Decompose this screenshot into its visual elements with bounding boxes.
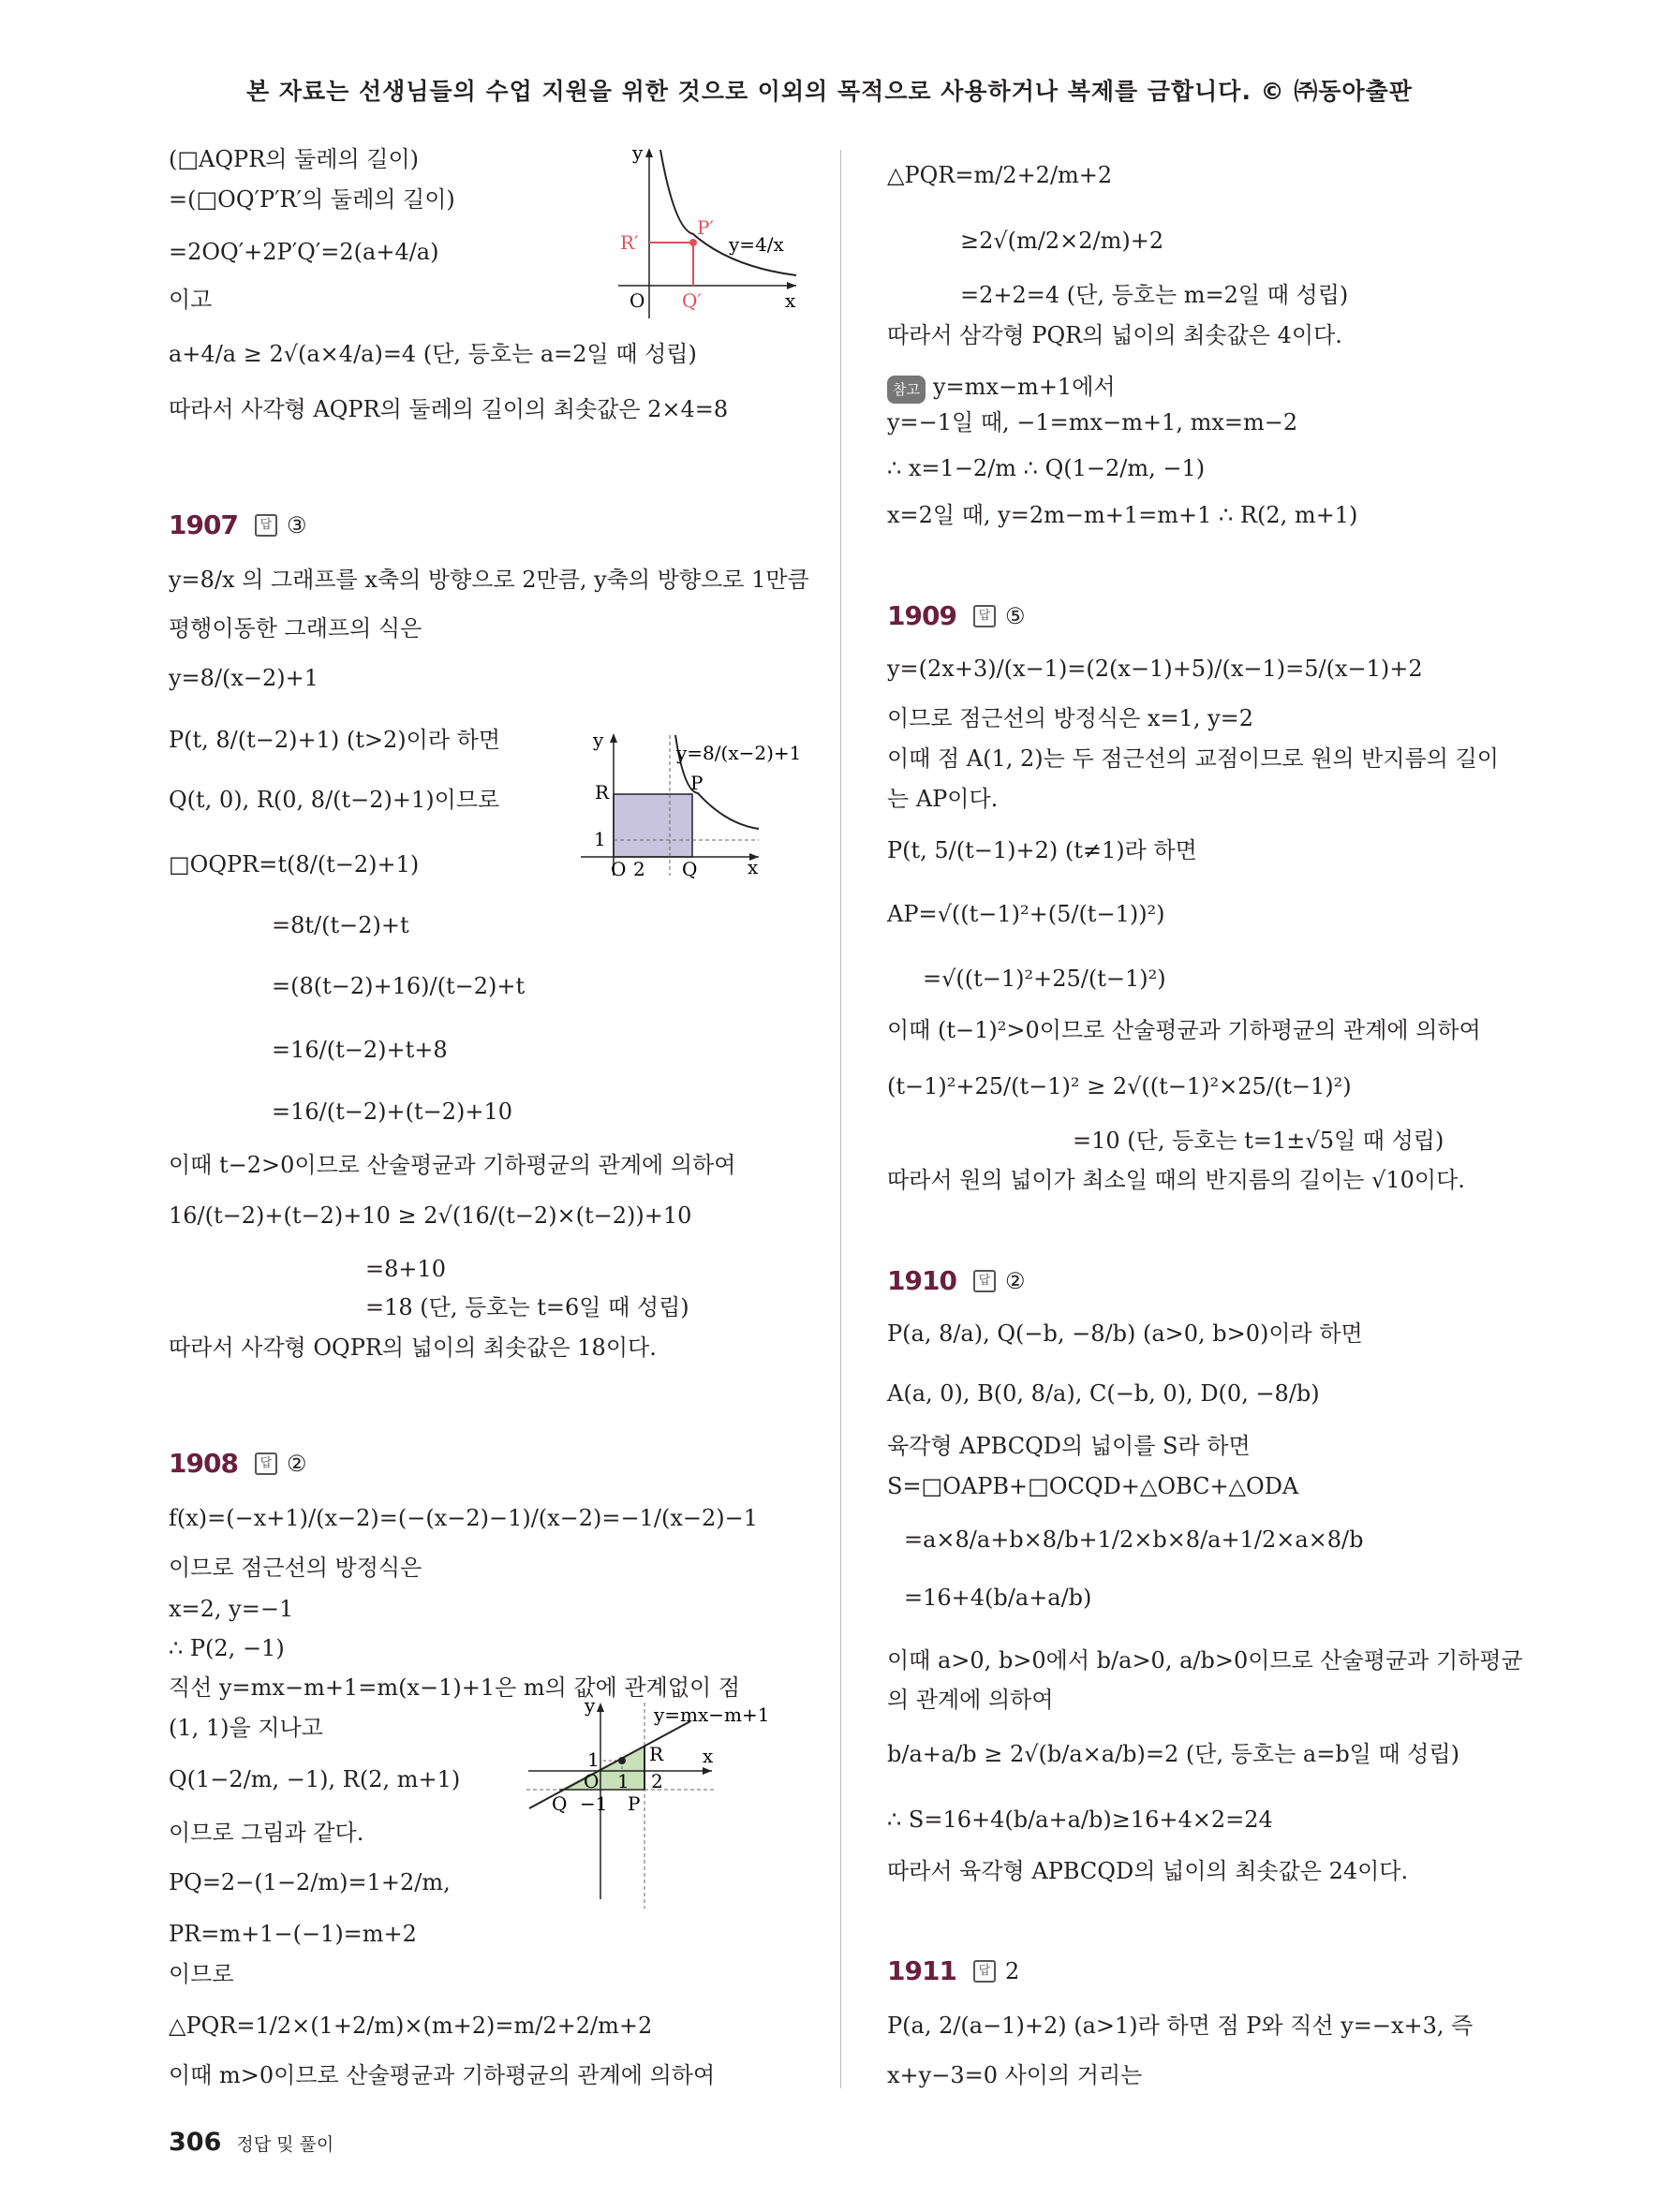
solution-line: 직선 y=mx−m+1=m(x−1)+1은 m의 값에 관계없이 점	[169, 1674, 741, 1701]
answer-icon: 답	[255, 1453, 277, 1475]
solution-line: =8+10	[365, 1256, 447, 1282]
solution-line: PQ=2−(1−2/m)=1+2/m,	[169, 1869, 451, 1895]
solution-line: =2OQ′+2P′Q′=2(a+4/a)	[169, 239, 439, 265]
solution-line: 이때 a>0, b>0에서 b/a>0, a/b>0이므로 산술평균과 기하평균	[887, 1647, 1523, 1674]
fig3-one-x: 1	[617, 1770, 630, 1792]
fig2-y-label: y	[593, 729, 604, 751]
solution-line: 따라서 육각형 APBCQD의 넓이의 최솟값은 24이다.	[887, 1858, 1409, 1884]
solution-line: △PQR=m/2+2/m+2	[887, 162, 1113, 188]
solution-line: y=−1일 때, −1=mx−m+1, mx=m−2	[887, 409, 1298, 435]
section-title: 정답 및 풀이	[236, 2134, 334, 2155]
solution-line: =16/(t−2)+t+8	[272, 1037, 448, 1063]
fig1-q-label: Q′	[682, 289, 702, 312]
solution-line: AP=√((t−1)²+(5/(t−1))²)	[887, 901, 1165, 927]
solution-line: A(a, 0), B(0, 8/a), C(−b, 0), D(0, −8/b)	[887, 1380, 1320, 1407]
solution-line: (□AQPR의 둘레의 길이)	[169, 146, 419, 172]
solution-line: P(t, 8/(t−2)+1) (t>2)이라 하면	[169, 727, 501, 753]
solution-line: 따라서 사각형 AQPR의 둘레의 길이의 최솟값은 2×4=8	[169, 396, 729, 422]
solution-line: x=2, y=−1	[169, 1596, 294, 1622]
solution-line: S=□OAPB+□OCQD+△OBC+△ODA	[887, 1473, 1299, 1499]
solution-line: 는 AP이다.	[887, 786, 999, 812]
reference-badge: 참고	[887, 376, 926, 404]
problem-number: 1910	[887, 1265, 956, 1296]
column-divider	[840, 150, 841, 2088]
figure-1908-graph	[526, 1703, 807, 1909]
solution-line: □OQPR=t(8/(t−2)+1)	[169, 851, 420, 877]
problem-heading-1908	[169, 1448, 306, 1479]
answer-icon: 답	[973, 1960, 996, 1983]
figure-1907-graph	[581, 726, 806, 880]
solution-line: y=8/x 의 그래프를 x축의 방향으로 2만큼, y축의 방향으로 1만큼	[169, 567, 809, 593]
fig2-two-label: 2	[633, 858, 645, 880]
fig3-p-label: P	[628, 1792, 641, 1815]
solution-line: =2+2=4 (단, 등호는 m=2일 때 성립)	[960, 282, 1349, 308]
problem-heading-1907	[169, 509, 306, 540]
solution-line: y=(2x+3)/(x−1)=(2(x−1)+5)/(x−1)=5/(x−1)+2	[887, 656, 1423, 682]
solution-line: =16+4(b/a+a/b)	[904, 1585, 1092, 1611]
answer-value: ⑤	[1004, 602, 1026, 629]
solution-line: =8t/(t−2)+t	[272, 912, 409, 938]
fig2-curve-label: y=8/(x−2)+1	[676, 742, 802, 764]
solution-line: 평행이동한 그래프의 식은	[169, 615, 422, 641]
solution-line: △PQR=1/2×(1+2/m)×(m+2)=m/2+2/m+2	[169, 2013, 653, 2039]
solution-line: 이므로 점근선의 방정식은	[169, 1555, 422, 1581]
fig3-two-label: 2	[651, 1770, 663, 1792]
answer-icon: 답	[973, 605, 996, 627]
solution-line: (t−1)²+25/(t−1)² ≥ 2√((t−1)²×25/(t−1)²)	[887, 1073, 1352, 1099]
fig2-q-label: Q	[682, 858, 698, 880]
solution-line: 이므로	[169, 1961, 234, 1987]
solution-line: 따라서 삼각형 PQR의 넓이의 최솟값은 4이다.	[887, 322, 1342, 348]
solution-line: 이므로 그림과 같다.	[169, 1820, 364, 1846]
fig3-x-label: x	[703, 1745, 714, 1767]
solution-line: 따라서 원의 넓이가 최소일 때의 반지름의 길이는 √10이다.	[887, 1167, 1465, 1193]
fig3-line-label: y=mx−m+1	[654, 1703, 770, 1726]
fig2-r-label: R	[595, 781, 610, 804]
fig1-y-label: y	[632, 141, 644, 164]
solution-line: =10 (단, 등호는 t=1±√5일 때 성립)	[1073, 1128, 1444, 1154]
solution-line: ≥2√(m/2×2/m)+2	[960, 228, 1164, 254]
problem-number: 1908	[169, 1448, 238, 1479]
answer-value: ②	[1004, 1267, 1026, 1294]
fig3-origin: O	[584, 1770, 600, 1792]
figure-reciprocal-graph	[618, 140, 806, 318]
fig2-origin: O	[611, 858, 627, 880]
solution-line: =16/(t−2)+(t−2)+10	[272, 1099, 512, 1125]
copyright-notice: 본 자료는 선생님들의 수업 지원을 위한 것으로 이외의 목적으로 사용하거나 복제를 금합니다. © ㈜동아출판	[246, 78, 1413, 105]
solution-line: 이때 점 A(1, 2)는 두 점근선의 교점이므로 원의 반지름의 길이	[887, 745, 1499, 772]
solution-line: P(a, 8/a), Q(−b, −8/b) (a>0, b>0)이라 하면	[887, 1320, 1363, 1347]
solution-line: PR=m+1−(−1)=m+2	[169, 1921, 417, 1947]
solution-line: ∴ S=16+4(b/a+a/b)≥16+4×2=24	[887, 1806, 1273, 1833]
solution-line: 육각형 APBCQD의 넓이를 S라 하면	[887, 1433, 1251, 1459]
fig1-r-label: R′	[620, 231, 639, 254]
answer-value: ②	[286, 1450, 307, 1477]
page-footer	[169, 2128, 333, 2157]
solution-line: =√((t−1)²+25/(t−1)²)	[923, 966, 1166, 992]
solution-line: 의 관계에 의하여	[887, 1687, 1054, 1713]
problem-heading-1911	[887, 1955, 1019, 1986]
solution-line: 이므로 점근선의 방정식은 x=1, y=2	[887, 705, 1254, 731]
solution-line: =18 (단, 등호는 t=6일 때 성립)	[365, 1294, 689, 1320]
page-number: 306	[169, 2128, 222, 2157]
solution-line: P(t, 5/(t−1)+2) (t≠1)라 하면	[887, 837, 1197, 863]
solution-line: a+4/a ≥ 2√(a×4/a)=4 (단, 등호는 a=2일 때 성립)	[169, 341, 697, 367]
solution-line: =a×8/a+b×8/b+1/2×b×8/a+1/2×a×8/b	[904, 1526, 1364, 1553]
answer-value: 2	[1004, 1957, 1020, 1984]
solution-line: x=2일 때, y=2m−m+1=m+1 ∴ R(2, m+1)	[887, 502, 1358, 528]
solution-line: 이때 m>0이므로 산술평균과 기하평균의 관계에 의하여	[169, 2062, 716, 2088]
fig3-neg1-label: −1	[580, 1792, 608, 1815]
fig3-q-label: Q	[552, 1792, 568, 1815]
fig1-x-label: x	[785, 289, 796, 312]
solution-line: 따라서 사각형 OQPR의 넓이의 최솟값은 18이다.	[169, 1335, 657, 1361]
problem-heading-1910	[887, 1265, 1025, 1296]
reference-note	[887, 373, 1116, 404]
solution-line: b/a+a/b ≥ 2√(b/a×a/b)=2 (단, 등호는 a=b일 때 성립)	[887, 1741, 1460, 1767]
fig3-y-label: y	[585, 1703, 596, 1717]
fig1-curve-label: y=4/x	[729, 233, 784, 256]
answer-icon: 답	[255, 514, 277, 537]
fig2-one-label: 1	[594, 828, 606, 850]
solution-line: 이고	[169, 287, 213, 313]
fig1-origin: O	[630, 289, 645, 312]
fig3-one-y: 1	[587, 1748, 600, 1771]
fig3-r-label: R	[649, 1743, 664, 1765]
fig2-p-label: P	[690, 772, 704, 794]
fig2-x-label: x	[748, 856, 759, 878]
solution-line: (1, 1)을 지나고	[169, 1715, 323, 1741]
solution-line: 이때 (t−1)²>0이므로 산술평균과 기하평균의 관계에 의하여	[887, 1017, 1481, 1043]
solution-line: ∴ P(2, −1)	[169, 1635, 285, 1661]
problem-number: 1907	[169, 509, 238, 540]
problem-number: 1911	[887, 1955, 956, 1986]
solution-line: x+y−3=0 사이의 거리는	[887, 2062, 1143, 2088]
solution-line: f(x)=(−x+1)/(x−2)=(−(x−2)−1)/(x−2)=−1/(x−2)−1	[169, 1505, 759, 1531]
solution-line: =(8(t−2)+16)/(t−2)+t	[272, 973, 526, 999]
solution-line: =(□OQ′P′R′의 둘레의 길이)	[169, 186, 455, 213]
solution-line: Q(1−2/m, −1), R(2, m+1)	[169, 1766, 461, 1792]
solution-line: 이때 t−2>0이므로 산술평균과 기하평균의 관계에 의하여	[169, 1152, 736, 1178]
solution-line: Q(t, 0), R(0, 8/(t−2)+1)이므로	[169, 787, 500, 813]
solution-line: y=8/(x−2)+1	[169, 665, 319, 691]
solution-line: ∴ x=1−2/m ∴ Q(1−2/m, −1)	[887, 455, 1206, 481]
fig1-p-label: P′	[697, 216, 714, 239]
problem-heading-1909	[887, 600, 1025, 631]
problem-number: 1909	[887, 600, 956, 631]
reference-text: y=mx−m+1에서	[932, 374, 1116, 400]
solution-line: P(a, 2/(a−1)+2) (a>1)라 하면 점 P와 직선 y=−x+3, 즉	[887, 2013, 1474, 2039]
answer-value: ③	[286, 511, 307, 538]
answer-icon: 답	[973, 1270, 996, 1292]
solution-line: 16/(t−2)+(t−2)+10 ≥ 2√(16/(t−2)×(t−2))+10	[169, 1202, 692, 1229]
